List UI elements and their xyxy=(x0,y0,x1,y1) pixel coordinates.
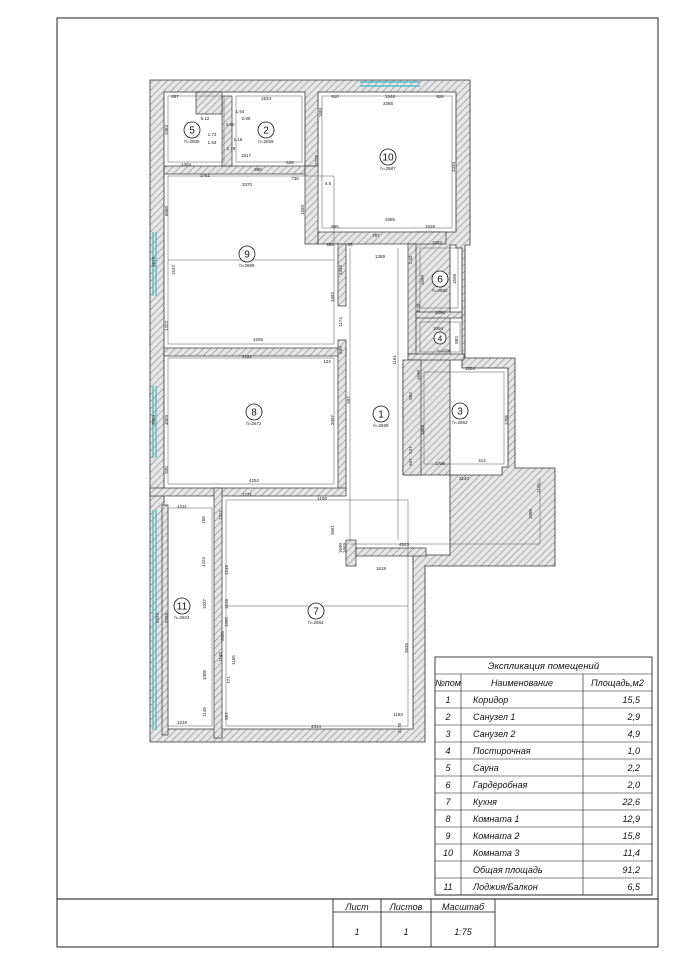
room-height: h=2699 xyxy=(373,423,389,428)
room-number: 11 xyxy=(176,601,188,613)
dimension-label: 1.78 xyxy=(226,146,236,151)
room-height: h=2687 xyxy=(380,166,396,171)
dimension-label: 997 xyxy=(346,396,351,404)
dimension-label: 3385 xyxy=(382,101,394,106)
room-height: h=2805 xyxy=(184,139,200,144)
dimension-label: 857 xyxy=(171,94,179,99)
dimension-label: 1094 xyxy=(434,310,446,315)
room-marker-11 xyxy=(174,598,190,620)
dimension-label: 1690 xyxy=(416,369,421,381)
table-cell-area: 1,0 xyxy=(627,746,640,756)
table-cell-name: Лоджия/Балкон xyxy=(473,882,538,892)
dimension-label: 1599 xyxy=(420,274,425,286)
room-marker-7 xyxy=(308,603,324,625)
dimension-label: 4252 xyxy=(248,478,260,483)
dimension-label: 647 xyxy=(408,458,413,466)
dimension-label: 3038 xyxy=(220,630,225,642)
table-header: №пом xyxy=(435,678,461,688)
dimension-label: 626 xyxy=(286,160,294,165)
dimension-label: 883 xyxy=(408,392,413,400)
dimension-label: 1165 xyxy=(231,655,236,665)
dimension-label: 1094 xyxy=(432,326,444,331)
dimension-label: 1669 xyxy=(342,542,347,554)
table-cell-num: 5 xyxy=(445,763,451,773)
room-marker-2 xyxy=(258,122,274,144)
room-marker-9 xyxy=(239,246,255,268)
room-height: h=2664 xyxy=(308,620,324,625)
table-cell-num: 11 xyxy=(443,882,453,892)
table-cell-num: 1 xyxy=(445,695,451,705)
table-cell-name: Санузел 1 xyxy=(473,712,516,722)
dimension-label: 3370 xyxy=(241,182,253,187)
dimension-label: 4519 xyxy=(151,256,156,268)
dimension-label: 4255 xyxy=(252,337,264,342)
room-number: 10 xyxy=(382,152,394,164)
dimension-label: 1618 xyxy=(375,566,387,571)
dimension-label: 5283 xyxy=(164,612,169,624)
dimension-label: 1183 xyxy=(393,712,403,717)
dimension-label: 3140 xyxy=(458,476,470,481)
dimension-label: 787 xyxy=(372,233,380,238)
table-cell-num: 6 xyxy=(445,780,451,790)
table-header: Наименование xyxy=(490,678,554,688)
dimension-label: 1537 xyxy=(171,264,176,276)
table-cell-area: 15,8 xyxy=(622,831,640,841)
room-marker-8 xyxy=(246,404,262,426)
room-height: h=2700 xyxy=(437,348,451,353)
dimension-label: 1224 xyxy=(201,556,206,568)
dimension-label: 1174 xyxy=(338,317,343,327)
table-cell-name: Гардеробная xyxy=(473,780,528,790)
dimension-label: 1322 xyxy=(164,320,169,332)
dimension-label: 1534 xyxy=(260,96,272,101)
dimension-label: 3386 xyxy=(384,217,396,222)
dimension-label: 1528 xyxy=(424,224,436,229)
room-number: 2 xyxy=(263,125,269,137)
stamp-value: 1:75 xyxy=(454,927,472,937)
dimension-label: 1005 xyxy=(202,669,207,681)
dimension-label: 768 xyxy=(201,516,206,524)
dimension-label: 1.16 xyxy=(233,137,243,142)
dimension-label: 1771 xyxy=(241,492,253,497)
table-cell-area: 6,5 xyxy=(627,882,640,892)
stamp-header: Масштаб xyxy=(441,902,485,912)
stamp-header: Лист xyxy=(345,902,369,912)
dimension-label: 1218 xyxy=(176,720,188,725)
table-cell-num: 4 xyxy=(445,746,451,756)
dimension-label: 3175 xyxy=(397,722,402,734)
room-height: h=2659 xyxy=(258,139,274,144)
room-number: 6 xyxy=(437,274,443,286)
walls xyxy=(150,80,555,742)
dimension-label: 1095 xyxy=(224,616,229,628)
room-marker-5 xyxy=(184,122,200,144)
table-cell-name: Коридор xyxy=(473,695,509,705)
dimension-label: 1037 xyxy=(202,598,207,610)
room-marker-6 xyxy=(432,271,448,293)
dimension-label: 6060 xyxy=(164,205,169,217)
dimension-label: 1225 xyxy=(314,154,319,166)
dimension-label: 1598 xyxy=(452,273,457,285)
dimension-label: 4.50 xyxy=(225,122,235,127)
table-cell-name: Общая площадь xyxy=(473,865,543,875)
room-number: 9 xyxy=(244,249,250,261)
table-cell-num: 3 xyxy=(445,729,451,739)
dimension-label: 2.42 xyxy=(408,255,413,265)
dimension-label: 1854 xyxy=(464,366,476,371)
room-number: 8 xyxy=(251,407,257,419)
dimension-label: 1145 xyxy=(218,652,223,662)
dimension-label: 1161 xyxy=(392,355,397,365)
dimension-label: 124 xyxy=(323,359,331,364)
explication-table xyxy=(435,657,652,895)
stamp-value: 1 xyxy=(354,927,360,937)
dimension-label: 2097 xyxy=(330,414,335,426)
stamp-header: Листов xyxy=(389,902,423,912)
table-cell-num: 9 xyxy=(445,831,451,841)
title-stamp xyxy=(57,899,658,947)
dimension-label: 1705 xyxy=(504,414,509,426)
dimension-label: 1817 xyxy=(240,153,252,158)
table-cell-area: 91,2 xyxy=(622,865,640,875)
dimension-label: 1090 xyxy=(528,508,533,520)
table-cell-num: 2 xyxy=(445,712,451,722)
dimension-label: 1.73 xyxy=(207,132,217,137)
dimension-label: 1175 xyxy=(536,483,541,493)
dimension-label: 883 xyxy=(454,336,459,344)
dimension-label: 412 xyxy=(478,458,486,463)
dimension-label: 1231 xyxy=(176,504,188,509)
dimension-label: 857 xyxy=(224,712,229,720)
dimension-label: 5.12 xyxy=(200,116,210,121)
room-number: 4 xyxy=(437,334,443,344)
room-marker-1 xyxy=(373,406,389,428)
dimension-label: 735 xyxy=(291,176,299,181)
dimension-label: 1145 xyxy=(202,707,207,717)
dimension-label: 2.89 xyxy=(241,116,251,121)
dimension-label: 4314 xyxy=(310,724,322,729)
dimension-label: 4.5 xyxy=(324,181,332,186)
table-cell-num: 8 xyxy=(445,814,451,824)
table-cell-name: Постирочная xyxy=(473,746,531,756)
dimension-label: 1108 xyxy=(317,496,327,501)
dimension-label: 1546 xyxy=(384,94,396,99)
dimension-label: 910 xyxy=(331,94,339,99)
dimension-label: 1550 xyxy=(300,204,305,216)
table-cell-area: 4,9 xyxy=(627,729,640,739)
dimension-label: 1736 xyxy=(434,461,446,466)
dimension-label: 1751 xyxy=(199,173,211,178)
dimension-label: 65 xyxy=(347,242,353,247)
dimension-label: 2.40 xyxy=(416,303,421,313)
room-height: h=2669 xyxy=(239,263,255,268)
dimension-label: 1016 xyxy=(224,598,229,610)
table-cell-area: 2,9 xyxy=(627,712,640,722)
table-title: Экспликация помещений xyxy=(487,661,600,672)
table-cell-area: 2,2 xyxy=(627,763,640,773)
table-cell-area: 12,9 xyxy=(622,814,640,824)
dimension-label: 1304 xyxy=(180,162,192,167)
room-number: 5 xyxy=(189,125,195,137)
room-height: h=2672 xyxy=(246,421,262,426)
table-cell-area: 15,5 xyxy=(622,695,640,705)
room-marker-3 xyxy=(452,403,468,425)
room-marker-10 xyxy=(380,149,396,171)
dimension-label: 1312 xyxy=(218,509,223,521)
table-cell-area: 2,0 xyxy=(627,780,640,790)
dimension-label: 4069 xyxy=(164,414,169,426)
dimension-label: 3661 xyxy=(330,524,335,536)
table-cell-name: Сауна xyxy=(473,763,499,773)
room-height: h=2692 xyxy=(432,288,448,293)
dimension-label: 935 xyxy=(164,466,169,474)
dimension-label: 1.53 xyxy=(207,140,217,145)
dimension-label: 1389 xyxy=(374,254,386,259)
dimension-label: 1690 xyxy=(338,542,343,554)
room-height: h=2824 xyxy=(174,615,190,620)
dimension-label: 926 xyxy=(436,94,444,99)
table-cell-area: 11,4 xyxy=(623,848,640,858)
dimension-label: 4523 xyxy=(398,542,410,547)
dimension-label: 3635 xyxy=(404,642,409,654)
room-number: 1 xyxy=(378,409,384,421)
dimension-label: 5375 xyxy=(155,612,160,624)
dimension-label: 2141 xyxy=(241,354,253,359)
dimension-label: 1963 xyxy=(164,124,169,136)
table-cell-area: 22,6 xyxy=(622,797,640,807)
table-cell-name: Санузел 2 xyxy=(473,729,516,739)
table-cell-name: Кухня xyxy=(473,797,497,807)
table-cell-num: 7 xyxy=(445,797,451,807)
dimension-label: 686 xyxy=(254,167,262,172)
dimension-label: 865 xyxy=(331,224,339,229)
dimension-label: 1.54 xyxy=(235,109,245,114)
stamp-value: 1 xyxy=(403,927,409,937)
dimension-label: 547 xyxy=(408,446,413,454)
table-cell-num: 10 xyxy=(442,848,454,858)
dimension-label: 1601 xyxy=(318,106,323,118)
room-number: 3 xyxy=(457,406,463,418)
table-cell-name: Комната 2 xyxy=(473,831,520,841)
table-header: Площадь,м2 xyxy=(591,678,644,688)
dimension-label: 771 xyxy=(226,676,231,684)
dimension-label: 1092 xyxy=(431,240,443,245)
room-height: h=2652 xyxy=(452,420,468,425)
table-cell-name: Комната 3 xyxy=(473,848,520,858)
dimension-label: 982 xyxy=(326,242,334,247)
table-cell-name: Комната 1 xyxy=(473,814,520,824)
dimension-label: 639 xyxy=(338,346,343,354)
dimension-label: 1342 xyxy=(338,264,343,276)
dimension-label: 1248 xyxy=(224,564,229,576)
dimension-label: 3334 xyxy=(451,161,456,173)
dimension-label: 1868 xyxy=(420,424,425,436)
dimension-label: 3054 xyxy=(151,414,156,426)
room-number: 7 xyxy=(313,606,319,618)
dimension-label: 3492 xyxy=(330,291,335,303)
